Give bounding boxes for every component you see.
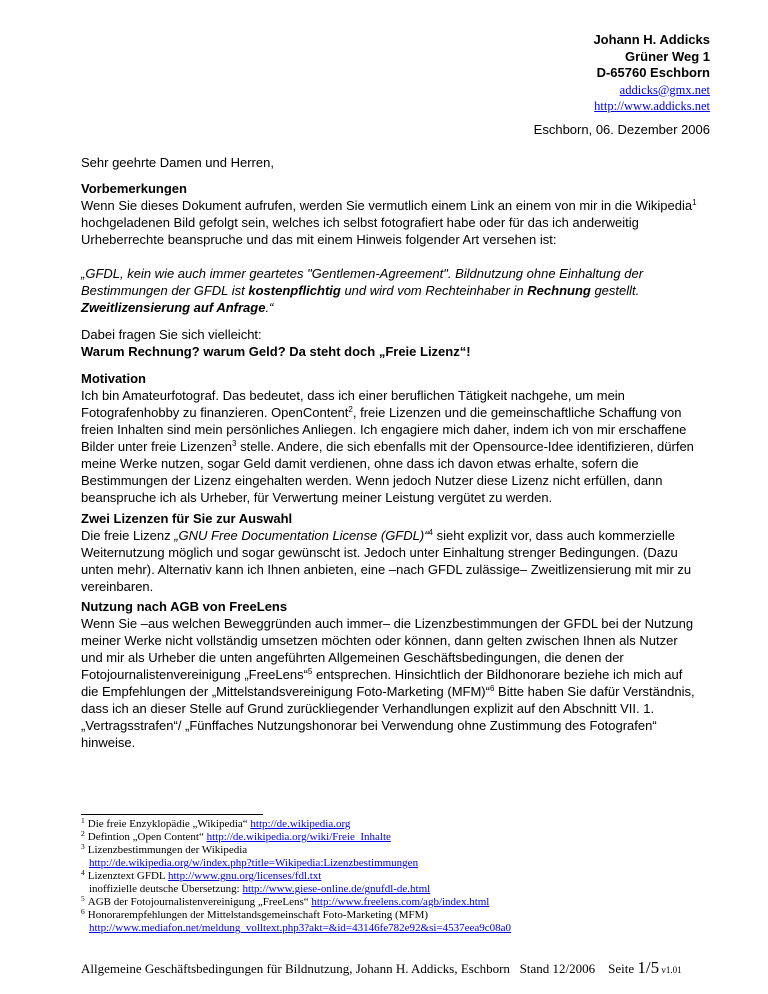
footnote-link[interactable]: http://de.wikipedia.org/w/index.php?title=Wikipedia:Lizenzbestimmungen: [89, 857, 419, 869]
sender-block: [593, 32, 710, 115]
footnote-link[interactable]: http://www.freelens.com/agb/index.html: [311, 896, 490, 908]
license-notice-quote: [81, 265, 701, 316]
footnote-ref-3: 3: [232, 439, 237, 448]
footnote-text: Honorarempfehlungen der Mittelstandsgemeinschaft Foto-Marketing (MFM): [87, 909, 429, 921]
footnote-1: [81, 818, 701, 831]
salutation: Sehr geehrte Damen und Herren,: [81, 155, 274, 170]
footer-text: Allgemeine Geschäftsbedingungen für Bildnutzung, Johann H. Addicks, Eschborn Stand 12/2006 Seite: [81, 961, 638, 976]
quote-text: und wird vom Rechteinhaber in: [340, 283, 528, 298]
footnote-6: [81, 909, 701, 922]
footnote-6-link-line: [81, 922, 701, 935]
section-agb: [81, 598, 701, 751]
footnote-link[interactable]: http://www.giese-online.de/gnufdl-de.html: [242, 883, 431, 895]
text: hochgeladenen Bild gefolgt sein, welches ich selbst fotografiert habe oder für das ich anderweitig Urheberrechte beanspruche und das mit einem Hinweis folgender Art versehen ist:: [81, 215, 639, 247]
heading-vorbemerkungen: Vorbemerkungen: [81, 181, 187, 196]
footnote-ref-2: 2: [348, 405, 353, 414]
quote-text: „GFDL, kein wie auch immer geartetes "Gentlemen-Agreement". Bildnutzung ohne Einhaltung der Bestimmungen der GFDL ist: [81, 266, 644, 298]
footnote-3-link-line: [81, 857, 701, 870]
footnote-number: 3: [81, 842, 85, 851]
sender-email-link[interactable]: addicks@gmx.net: [619, 82, 710, 97]
paragraph-motivation: [81, 387, 701, 506]
letter-date: Eschborn, 06. Dezember 2006: [533, 122, 710, 137]
quote-bold: Zweitlizensierung auf Anfrage: [81, 300, 266, 315]
footnote-2: [81, 831, 701, 844]
footnote-number: 2: [81, 829, 85, 838]
sender-name: Johann H. Addicks: [593, 32, 710, 47]
section-vorbemerkungen: [81, 180, 701, 248]
footnote-ref-4: 4: [428, 528, 433, 537]
footnote-number: 6: [81, 907, 85, 916]
quote-bold: kostenpflichtig: [248, 283, 341, 298]
paragraph-agb: [81, 615, 701, 751]
footnote-text: Defintion „Open Content“: [87, 831, 207, 843]
sender-street: Grüner Weg 1: [624, 48, 710, 64]
footnote-link[interactable]: http://www.mediafon.net/meldung_volltext.php3?akt=&id=43146fe782e92&si=4537eea9c08a0: [89, 922, 512, 934]
text: stelle. Andere, die sich ebenfalls mit der Opensource-Idee identifizieren, dürfen meine Werke nutzen, sogar Geld damit verdienen, ohne dass ich davon etwas erhalte, sofern die Bestimmungen der Lizenz eingehalten werden. Wenn jedoch Nutzer diese Lizenz nicht erfüllen, dann beanspruche ich als Urheber, für Verwertung meiner Leistung vergütet zu werden.: [81, 439, 694, 505]
text: sieht explizit vor, dass auch kommerzielle Weiternutzung möglich und sogar gewünscht ist. Jedoch unter Einhaltung strenger Bedingungen. (Dazu unten mehr). Alternativ kann ich Ihnen anbieten, eine –nach GFDL zulässige– Zweitlizensierung mit mir zu vereinbaren.: [81, 528, 692, 594]
paragraph-vorbemerkungen: [81, 197, 701, 248]
text: Wenn Sie –aus welchen Beweggründen auch immer– die Lizenzbestimmungen der GFDL bei der Nutzung meiner Werke nicht vollständig umsetzen möchten oder können, dann gelten zwischen Ihnen als Nutzer und mir als Urheber die unten angeführten Allgemeinen Geschäftsbedingungen, die denen der Fotojournalistenvereinigung „FreeLens“: [81, 616, 694, 682]
footnote-text: Die freie Enzyklopädie „Wikipedia“: [87, 818, 251, 830]
footnote-text: inoffizielle deutsche Übersetzung:: [89, 883, 243, 895]
quote-text: gestellt.: [590, 283, 640, 298]
footnote-ref-1: 1: [692, 198, 697, 207]
text: entsprechen. Hinsichtlich der Bildhonorare beziehe ich mich auf die Empfehlungen der „Mittelstandsvereinigung Foto-Marketing (MFM)“: [81, 667, 683, 699]
footnote-3: [81, 844, 701, 857]
paragraph-zwei-lizenzen: [81, 527, 701, 595]
footnote-text: Lizenzbestimmungen der Wikipedia: [87, 844, 248, 856]
footnote-ref-5: 5: [307, 667, 313, 676]
heading-zwei-lizenzen: Zwei Lizenzen für Sie zur Auswahl: [81, 511, 293, 526]
footnote-link[interactable]: http://de.wikipedia.org: [250, 818, 351, 830]
footnotes: [81, 818, 701, 935]
footnote-number: 4: [81, 868, 85, 877]
footnote-ref-6: 6: [489, 684, 495, 693]
footnote-link[interactable]: http://de.wikipedia.org/wiki/Freie_Inhalte: [206, 831, 391, 843]
sender-website-link[interactable]: http://www.addicks.net: [594, 99, 710, 113]
heading-agb: Nutzung nach AGB von FreeLens: [81, 599, 288, 614]
page-number: 1/5: [637, 958, 660, 977]
section-zwei-lizenzen: [81, 510, 701, 595]
question-line: Dabei fragen Sie sich vielleicht:: [81, 327, 262, 342]
text: Ich bin Amateurfotograf. Das bedeutet, dass ich einer beruflichen Tätigkeit nachgehe, um mein Fotografenhobby zu finanzieren. OpenContent: [81, 388, 625, 420]
question-block: [81, 326, 701, 360]
text: Wenn Sie dieses Dokument aufrufen, werden Sie vermutlich einem Link an einem von mir in die Wikipedia: [81, 198, 693, 213]
footnote-4: [81, 870, 701, 883]
quote-text: .“: [265, 300, 274, 315]
footnote-number: 1: [81, 816, 85, 825]
text: Die freie Lizenz: [81, 528, 175, 543]
sender-city: D-65760 Eschborn: [596, 65, 710, 80]
text: Bitte haben Sie dafür Verständnis, dass ich an dieser Stelle auf Grund zurückliegender Verhandlungen explizit auf den Abschnitt VII. 1. „Vertragsstrafen“/ „Fünffaches Nutzungshonorar bei Verwendung ohne Zustimmung des Fotografen“ hinweise.: [81, 684, 695, 750]
section-motivation: [81, 370, 701, 506]
footnote-5: [81, 896, 701, 909]
question-bold-line: Warum Rechnung? warum Geld? Da steht doch „Freie Lizenz“!: [81, 344, 471, 359]
footnote-link[interactable]: http://www.gnu.org/licenses/fdl.txt: [167, 870, 322, 882]
footnote-text: Lizenztext GFDL: [87, 870, 168, 882]
heading-motivation: Motivation: [81, 371, 146, 386]
quote-bold: Rechnung: [527, 283, 591, 298]
footnote-divider: [81, 814, 263, 815]
text: , freie Lizenzen und die gemeinschaftliche Schaffung von freien Inhalten sind mein persönliches Anliegen. Ich engagiere mich daher, indem ich von mir erschaffene Bilder unter freie Lizenzen: [81, 405, 687, 454]
footnote-number: 5: [81, 894, 85, 903]
version-label: v1.01: [659, 965, 682, 975]
footnote-4-second-line: [81, 883, 701, 896]
page-footer: [81, 958, 682, 978]
footnote-text: AGB der Fotojournalistenvereinigung „FreeLens“: [87, 896, 312, 908]
italic-text: „GNU Free Documentation License (GFDL)“: [174, 528, 429, 543]
